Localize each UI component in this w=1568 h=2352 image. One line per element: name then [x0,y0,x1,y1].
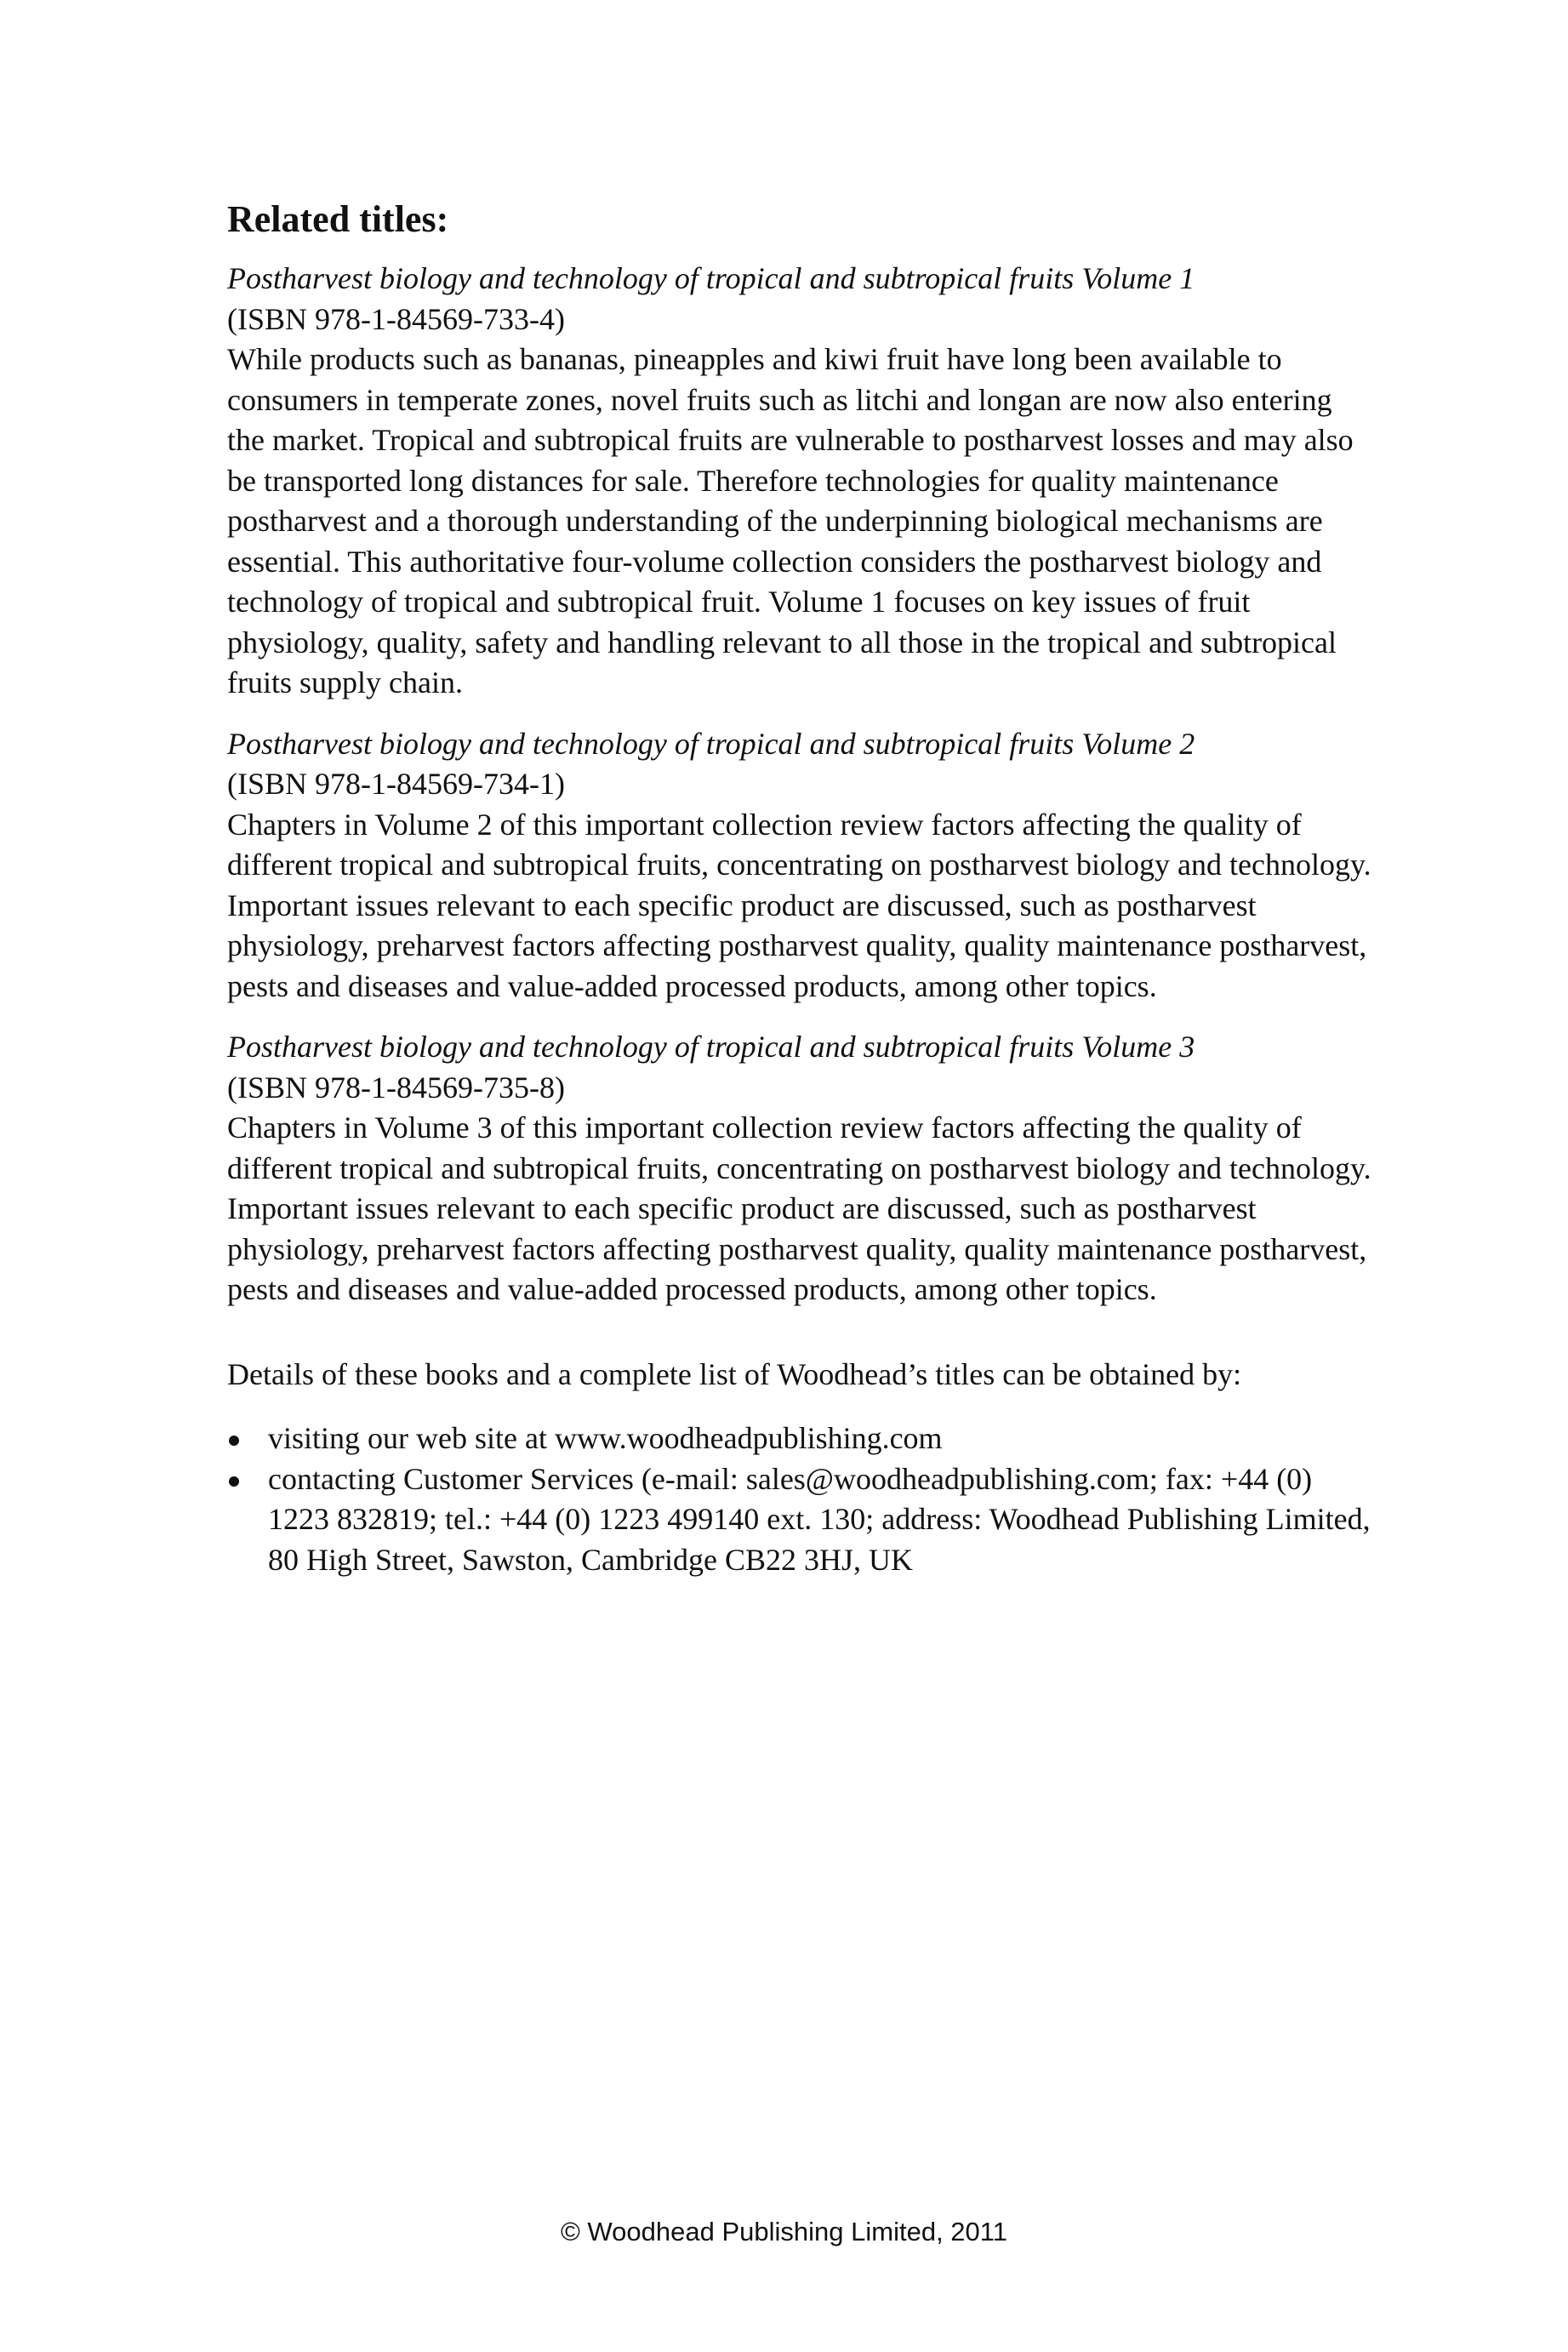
page-heading: Related titles: [227,198,449,240]
list-item-text: contacting Customer Services (e-mail: sales@woodheadpublishing.com; fax: +44 (0) 1223 832819; tel.: +44 (0) 1223 499140 ext. 130; address: Woodhead Publishing Limited, 80 High Street, Sawston, Cambridge CB22 3HJ, UK [268,1461,1371,1577]
related-title-entry-3 [227,1027,1376,1310]
bullet-icon [229,1476,239,1487]
book-isbn: (ISBN 978-1-84569-735-8) [227,1070,565,1105]
related-title-entry-2 [227,724,1376,1008]
book-title: Postharvest biology and technology of tropical and subtropical fruits Volume 2 [227,726,1195,761]
bullet-icon [229,1436,239,1446]
list-item-text: visiting our web site at www.woodheadpublishing.com [268,1421,943,1455]
copyright-footer: © Woodhead Publishing Limited, 2011 [561,2217,1007,2246]
book-title: Postharvest biology and technology of tropical and subtropical fruits Volume 3 [227,1030,1195,1064]
book-description: While products such as bananas, pineapples and kiwi fruit have long been available to consumers in temperate zones, novel fruits such as litchi and longan are now also entering the market. Tropical and subtropical fruits are vulnerable to postharvest losses and may also be transported long distances for sale. Therefore technologies for quality maintenance postharvest and a thorough understanding of the underpinning biological mechanisms are essential. This authoritative four-volume collection considers the postharvest biology and technology of tropical and subtropical fruit. Volume 1 focuses on key issues of fruit physiology, quality, safety and handling relevant to all those in the tropical and subtropical fruits supply chain. [227,342,1354,699]
details-intro: Details of these books and a complete list of Woodhead’s titles can be obtained by: [227,1356,1242,1391]
book-title: Postharvest biology and technology of tropical and subtropical fruits Volume 1 [227,261,1195,295]
book-isbn: (ISBN 978-1-84569-733-4) [227,301,565,336]
page-content [227,196,1376,1580]
list-item-website [227,1419,1376,1459]
list-item-customer-services [227,1459,1376,1581]
book-isbn: (ISBN 978-1-84569-734-1) [227,767,565,801]
book-description: Chapters in Volume 3 of this important collection review factors affecting the quality of different tropical and subtropical fruits, concentrating on postharvest biology and technology. Important issues relevant to each specific product are discussed, such as postharvest physiology, preharvest factors affecting postharvest quality, quality maintenance postharvest, pests and diseases and value-added processed products, among other topics. [227,1110,1371,1306]
related-title-entry-1 [227,259,1376,704]
contact-list [227,1419,1376,1580]
book-description: Chapters in Volume 2 of this important collection review factors affecting the quality of different tropical and subtropical fruits, concentrating on postharvest biology and technology. Important issues relevant to each specific product are discussed, such as postharvest physiology, preharvest factors affecting postharvest quality, quality maintenance postharvest, pests and diseases and value-added processed products, among other topics. [227,807,1371,1003]
